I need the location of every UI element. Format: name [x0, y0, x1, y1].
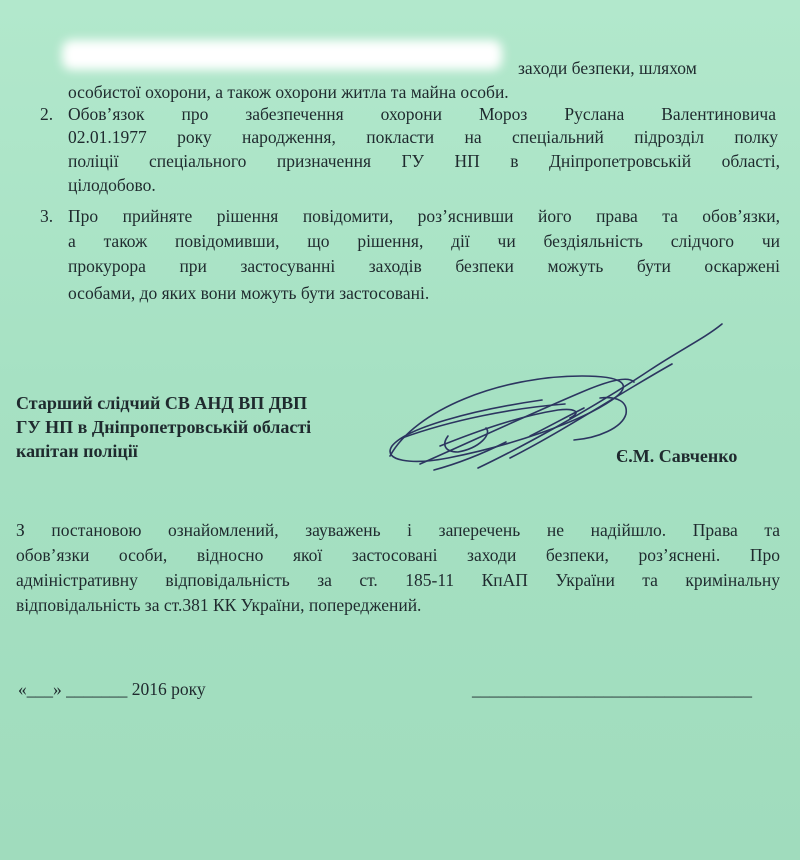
item2-line2: 02.01.1977 року народження, покласти на спеціальний підрозділ полку [68, 127, 778, 147]
item2-line3: поліції спеціального призначення ГУ НП в Дніпропетровській області, [68, 151, 780, 171]
item3-line3: прокурора при застосуванні заходів безпеки можуть бути оскаржені [68, 256, 780, 276]
redaction-blur [62, 40, 502, 70]
item2-line1: Обов’язок про забезпечення охорони Мороз Руслана Валентиновича [68, 104, 776, 124]
handwritten-signature [360, 318, 760, 508]
acknowledgement-line2: обов’язки особи, відносно якої застосовані заходи безпеки, роз’яснені. Про [16, 545, 780, 565]
item2-number: 2. [40, 104, 54, 124]
item3-line2: а також повідомивши, що рішення, дії чи бездіяльність слідчого чи [68, 231, 780, 251]
signatory-title-line3: капітан поліції [16, 441, 138, 461]
item3-line4: особами, до яких вони можуть бути застосовані. [68, 283, 430, 303]
signatory-name: Є.М. Савченко [616, 446, 738, 466]
acknowledgement-line1: З постановою ознайомлений, зауважень і заперечень не надійшло. Права та [16, 520, 780, 540]
signatory-title-line2: ГУ НП в Дніпропетровській області [16, 417, 312, 437]
signature-blank-line: ________________________________ [472, 679, 752, 699]
date-line: «___» _______ 2016 року [18, 679, 206, 699]
signatory-title-line1: Старший слідчий СВ АНД ВП ДВП [16, 393, 308, 413]
item1-line1-tail: заходи безпеки, шляхом [518, 58, 697, 78]
item1-line2: особистої охорони, а також охорони житла та майна особи. [68, 82, 509, 102]
item3-number: 3. [40, 206, 54, 226]
acknowledgement-line4: відповідальність за ст.381 КК України, попереджений. [16, 595, 422, 615]
item2-line4: цілодобово. [68, 175, 156, 195]
acknowledgement-line3: адміністративну відповідальність за ст. 185-11 КпАП України та кримінальну [16, 570, 780, 590]
item3-line1: Про прийняте рішення повідомити, роз’яснивши його права та обов’язки, [68, 206, 780, 226]
